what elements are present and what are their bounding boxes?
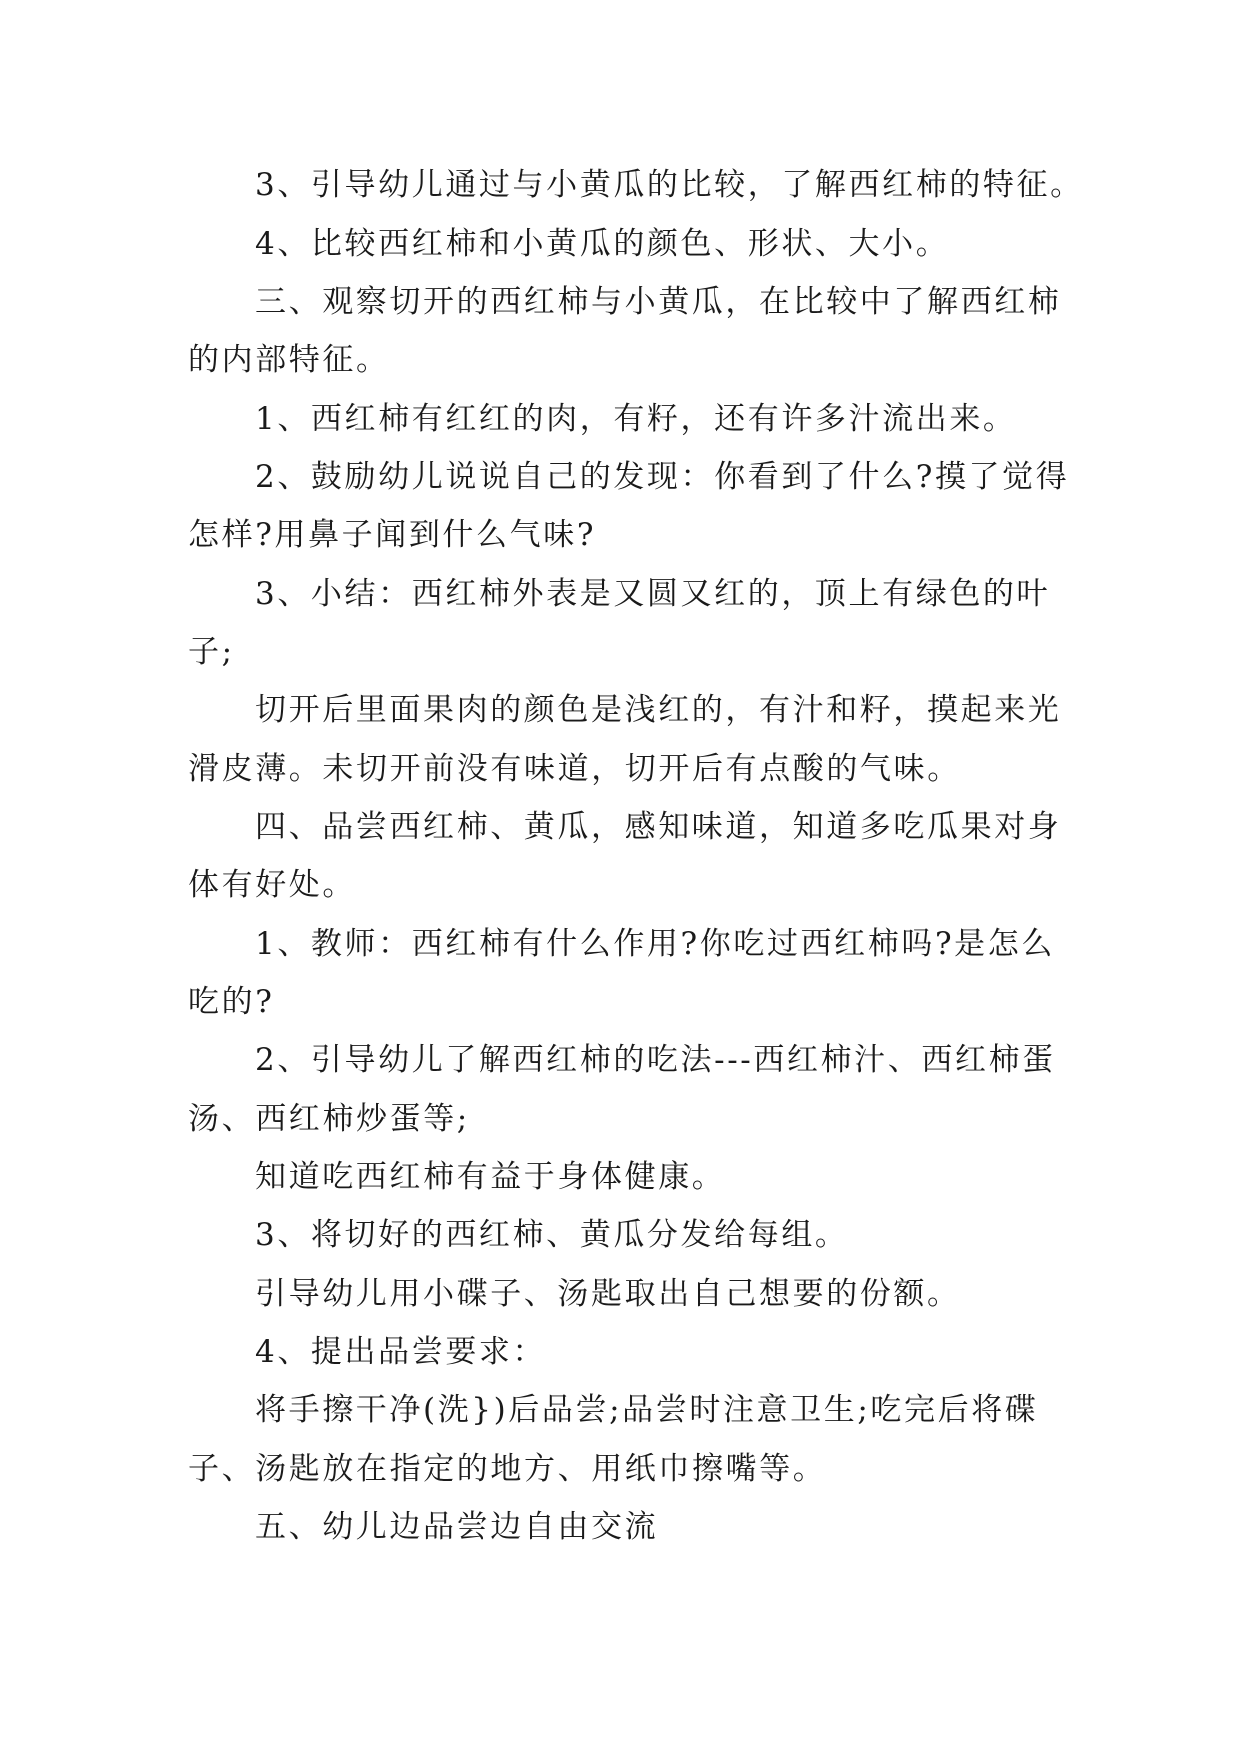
paragraph-line: 3、将切好的西红柿、黄瓜分发给每组。 — [255, 1217, 849, 1253]
paragraph-line: 体有好处。 — [188, 867, 356, 903]
paragraph-line: 吃的? — [188, 984, 275, 1020]
paragraph-line: 子; — [188, 634, 235, 670]
paragraph-line: 2、引导幼儿了解西红柿的吃法---西红柿汁、西红柿蛋 — [255, 1042, 1056, 1078]
paragraph-line: 3、引导幼儿通过与小黄瓜的比较，了解西红柿的特征。 — [255, 167, 1084, 203]
paragraph-line: 四、品尝西红柿、黄瓜，感知味道，知道多吃瓜果对身 — [255, 809, 1062, 845]
paragraph-line: 三、观察切开的西红柿与小黄瓜，在比较中了解西红柿 — [255, 284, 1062, 320]
paragraph-line: 切开后里面果肉的颜色是浅红的，有汁和籽，摸起来光 — [255, 692, 1062, 728]
paragraph-line: 滑皮薄。未切开前没有味道，切开后有点酸的气味。 — [188, 751, 961, 787]
paragraph-line: 引导幼儿用小碟子、汤匙取出自己想要的份额。 — [255, 1276, 961, 1312]
paragraph-line: 将手擦干净(洗})后品尝;品尝时注意卫生;吃完后将碟 — [255, 1392, 1039, 1428]
paragraph-line: 怎样?用鼻子闻到什么气味? — [188, 517, 597, 553]
paragraph-line: 1、教师：西红柿有什么作用?你吃过西红柿吗?是怎么 — [255, 926, 1055, 962]
paragraph-line: 2、鼓励幼儿说说自己的发现：你看到了什么?摸了觉得 — [255, 459, 1070, 495]
paragraph-line: 4、比较西红柿和小黄瓜的颜色、形状、大小。 — [255, 226, 950, 262]
paragraph-line: 的内部特征。 — [188, 342, 390, 378]
paragraph-line: 4、提出品尝要求： — [255, 1334, 547, 1370]
paragraph-line: 知道吃西红柿有益于身体健康。 — [255, 1159, 726, 1195]
paragraph-line: 1、西红柿有红红的肉，有籽，还有许多汁流出来。 — [255, 401, 1017, 437]
paragraph-line: 3、小结：西红柿外表是又圆又红的，顶上有绿色的叶 — [255, 576, 1051, 612]
paragraph-line: 子、汤匙放在指定的地方、用纸巾擦嘴等。 — [188, 1451, 827, 1487]
paragraph-line: 五、幼儿边品尝边自由交流 — [255, 1509, 659, 1545]
paragraph-line: 汤、西红柿炒蛋等; — [188, 1101, 470, 1137]
